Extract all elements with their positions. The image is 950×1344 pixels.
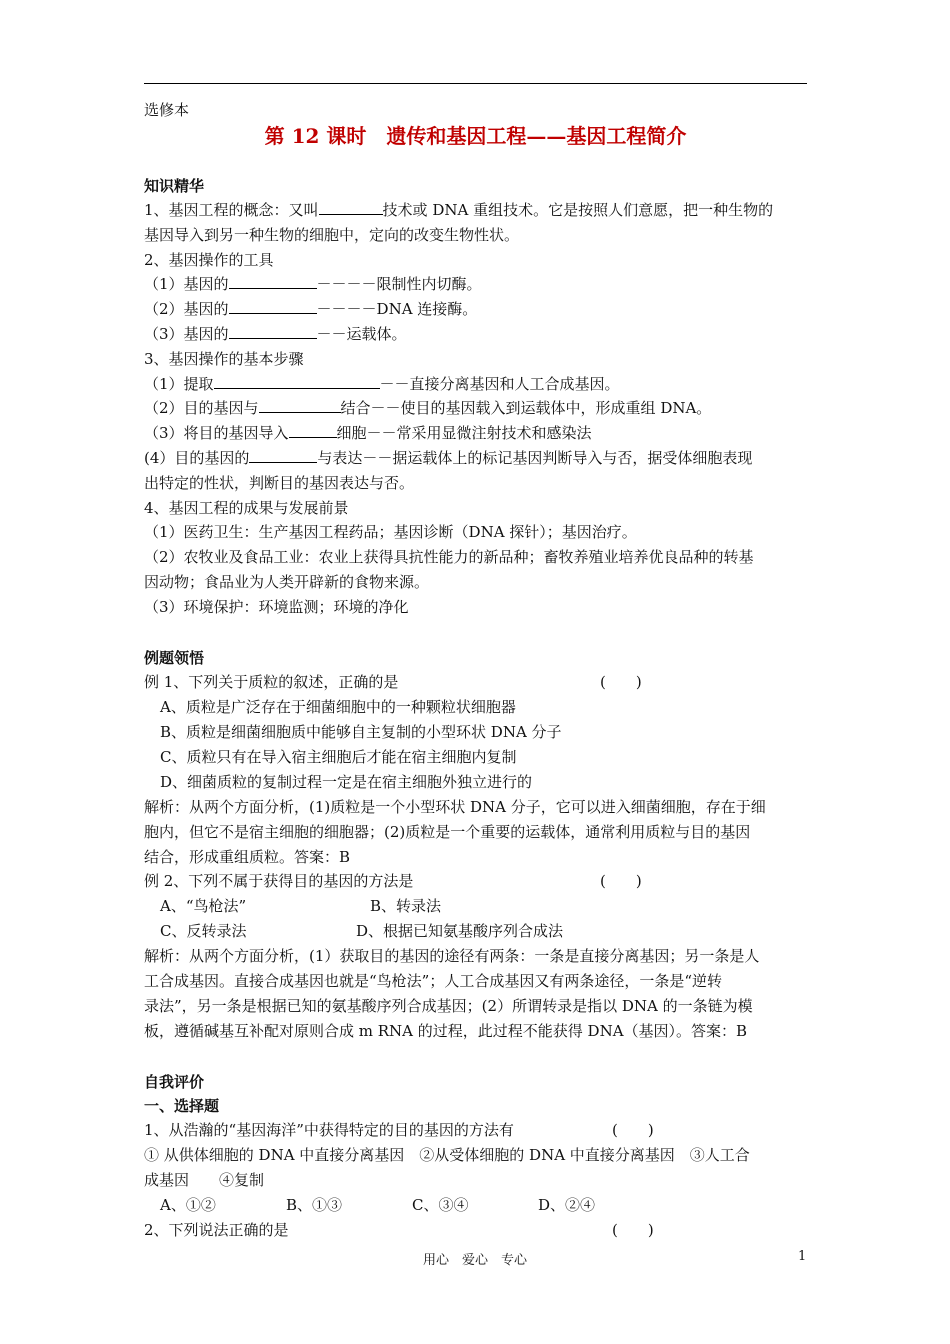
knowledge-line — [144, 595, 814, 619]
knowledge-text: 技术或 DNA 重组技术。它是按照人们意愿，把一种生物的 — [382, 201, 774, 219]
example-1-analysis-line: 解析：从两个方面分析，(1)质粒是一个小型环状 DNA 分子，它可以进入细菌细胞，存在于细 — [144, 798, 766, 816]
header-label: 选修本 — [144, 101, 190, 119]
knowledge-text: 3、基因操作的基本步骤 — [144, 350, 304, 368]
fill-in-blank — [289, 421, 337, 438]
knowledge-text: 细胞－－常采用显微注射技术和感染法 — [336, 424, 592, 442]
fill-in-blank — [229, 322, 317, 339]
knowledge-text: 4、基因工程的成果与发展前景 — [144, 499, 349, 517]
knowledge-text: 与表达－－据运载体上的标记基因判断导入与否，据受体细胞表现 — [317, 449, 753, 467]
knowledge-text: （3）将目的基因导入 — [144, 424, 289, 442]
question-2-answer-paren: ( ) — [612, 1221, 654, 1239]
section-heading-examples: 例题领悟 — [144, 649, 205, 667]
knowledge-text: （2）目的基因与 — [144, 399, 259, 417]
knowledge-line — [144, 272, 814, 296]
fill-in-blank — [259, 396, 341, 413]
example-2-option-d: D、根据已知氨基酸序列合成法 — [356, 922, 564, 940]
knowledge-line — [144, 471, 814, 495]
fill-in-blank — [229, 272, 317, 289]
section-heading-knowledge: 知识精华 — [144, 177, 205, 195]
knowledge-line — [144, 520, 814, 544]
knowledge-text: （2）基因的 — [144, 300, 229, 318]
example-2-option-c: C、反转录法 — [160, 922, 247, 940]
knowledge-text: 1、基因工程的概念：又叫 — [144, 201, 319, 219]
question-1-option-b: B、①③ — [286, 1196, 343, 1214]
knowledge-text: 2、基因操作的工具 — [144, 251, 274, 269]
question-1-option-d: D、②④ — [538, 1196, 596, 1214]
fill-in-blank — [214, 372, 380, 389]
example-2-answer-paren: ( ) — [600, 872, 642, 890]
knowledge-text: （1）基因的 — [144, 275, 229, 293]
example-1-analysis-line: 结合，形成重组质粒。答案：B — [144, 848, 351, 866]
question-1-line: ① 从供体细胞的 DNA 中直接分离基因 ②从受体细胞的 DNA 中直接分离基因 ③人工合 — [144, 1146, 750, 1164]
knowledge-text: （2）农牧业及食品工业：农业上获得具抗性能力的新品种；畜牧养殖业培养优良品种的转基 — [144, 548, 754, 566]
example-2-analysis-line: 解析：从两个方面分析，(1）获取目的基因的途径有两条：一条是直接分离基因；另一条是人 — [144, 947, 760, 965]
knowledge-line — [144, 347, 814, 371]
example-1-option-c: C、质粒只有在导入宿主细胞后才能在宿主细胞内复制 — [160, 748, 517, 766]
knowledge-line — [144, 446, 814, 470]
knowledge-text: （3）环境保护：环境监测；环境的净化 — [144, 598, 409, 616]
example-2-analysis-line: 录法”，另一条是根据已知的氨基酸序列合成基因；(2）所谓转录是指以 DNA 的一条链为模 — [144, 997, 753, 1015]
knowledge-text: 结合－－使目的基因载入到运载体中，形成重组 DNA。 — [340, 399, 712, 417]
knowledge-text: －－－－DNA 连接酶。 — [316, 300, 478, 318]
knowledge-line — [144, 198, 814, 222]
knowledge-line — [144, 322, 814, 346]
example-1-option-b: B、质粒是细菌细胞质中能够自主复制的小型环状 DNA 分子 — [160, 723, 562, 741]
knowledge-line — [144, 372, 814, 396]
subheading-choice: 一、选择题 — [144, 1097, 220, 1115]
knowledge-line — [144, 421, 814, 445]
knowledge-text: －－直接分离基因和人工合成基因。 — [379, 375, 620, 393]
footer-motto: 用心 爱心 专心 — [422, 1253, 527, 1268]
knowledge-text: （3）基因的 — [144, 325, 229, 343]
fill-in-blank — [249, 446, 317, 463]
knowledge-line — [144, 248, 814, 272]
knowledge-text: 因动物；食品业为人类开辟新的食物来源。 — [144, 573, 430, 591]
knowledge-line — [144, 223, 814, 247]
knowledge-text: （1）提取 — [144, 375, 214, 393]
knowledge-line — [144, 297, 814, 321]
question-1-answer-paren: ( ) — [612, 1121, 654, 1139]
page-title: 第 12 课时 遗传和基因工程——基因工程简介 — [264, 124, 687, 148]
fill-in-blank — [229, 297, 317, 314]
question-1-option-c: C、③④ — [412, 1196, 469, 1214]
knowledge-text: 出特定的性状，判断目的基因表达与否。 — [144, 474, 415, 492]
knowledge-line — [144, 545, 814, 569]
example-2-stem: 例 2、下列不属于获得目的基因的方法是 — [144, 872, 414, 890]
example-1-option-a: A、质粒是广泛存在于细菌细胞中的一种颗粒状细胞器 — [160, 698, 516, 716]
question-1-option-a: A、①② — [160, 1196, 216, 1214]
knowledge-text: (4）目的基因的 — [144, 449, 250, 467]
question-2-stem: 2、下列说法正确的是 — [144, 1221, 289, 1239]
knowledge-line — [144, 496, 814, 520]
knowledge-line — [144, 570, 814, 594]
example-1-stem: 例 1、下列关于质粒的叙述，正确的是 — [144, 673, 399, 691]
fill-in-blank — [319, 198, 383, 215]
knowledge-text: 基因导入到另一种生物的细胞中，定向的改变生物性状。 — [144, 226, 520, 244]
example-1-analysis-line: 胞内，但它不是宿主细胞的细胞器；(2)质粒是一个重要的运载体，通常利用质粒与目的基因 — [144, 823, 751, 841]
example-2-analysis-line: 板，遵循碱基互补配对原则合成 m RNA 的过程，此过程不能获得 DNA（基因）。答案：B — [144, 1022, 748, 1040]
example-1-option-d: D、细菌质粒的复制过程一定是在宿主细胞外独立进行的 — [160, 773, 533, 791]
page-number: 1 — [798, 1249, 807, 1264]
question-1-stem: 1、从浩瀚的“基因海洋”中获得特定的目的基因的方法有 — [144, 1121, 514, 1139]
section-heading-self-eval: 自我评价 — [144, 1073, 205, 1091]
knowledge-text: （1）医药卫生：生产基因工程药品；基因诊断（DNA 探针）；基因治疗。 — [144, 523, 637, 541]
header-rule — [144, 83, 807, 84]
knowledge-text: －－运载体。 — [316, 325, 407, 343]
example-2-option-b: B、转录法 — [370, 897, 442, 915]
example-2-option-a: A、“鸟枪法” — [160, 897, 247, 915]
question-1-line: 成基因 ④复制 — [144, 1171, 265, 1189]
knowledge-line — [144, 396, 814, 420]
example-2-analysis-line: 工合成基因。直接合成基因也就是“鸟枪法”；人工合成基因又有两条途径，一条是“逆转 — [144, 972, 723, 990]
example-1-answer-paren: ( ) — [600, 673, 642, 691]
knowledge-text: －－－－限制性内切酶。 — [316, 275, 482, 293]
